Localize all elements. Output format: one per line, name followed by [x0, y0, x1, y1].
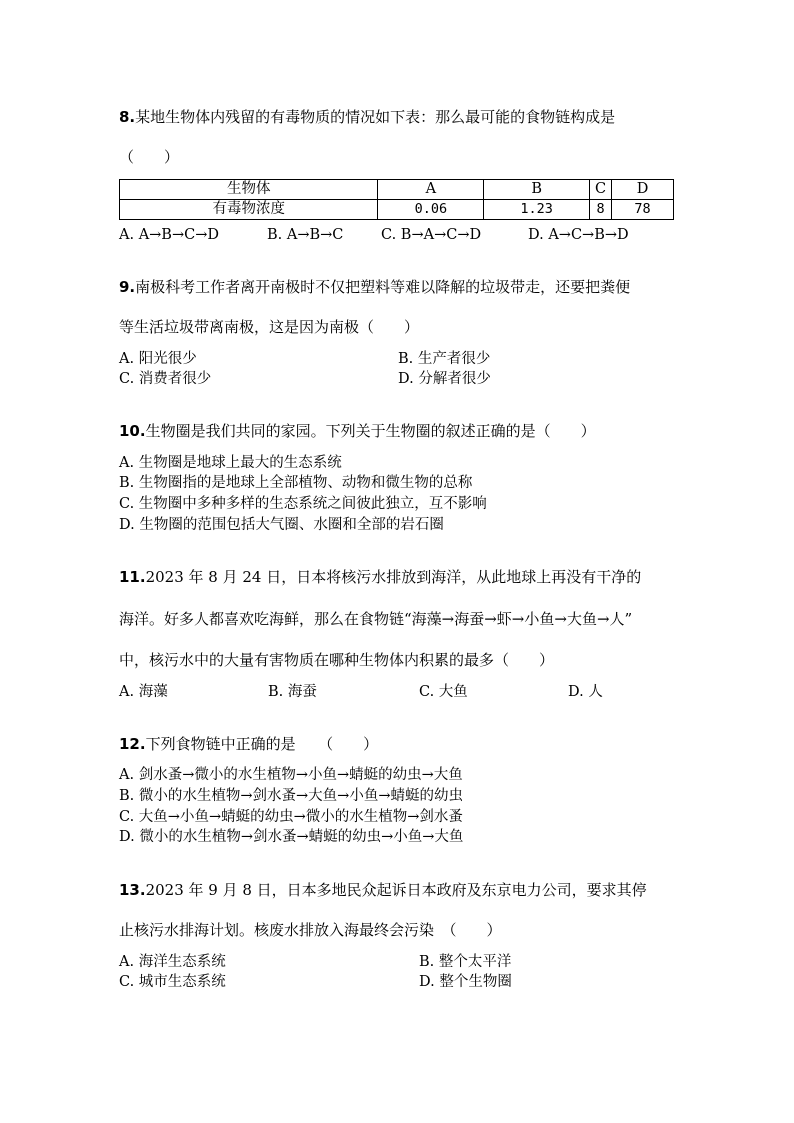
q11-option-a[interactable]: A. 海藻 [119, 684, 168, 700]
table-header-cell: 生物体 [120, 180, 378, 200]
q9-stem [119, 280, 630, 295]
q8-option-d[interactable]: D. A→C→B→D [528, 227, 629, 243]
q10-option-a[interactable]: A. 生物圈是地球上最大的生态系统 [119, 455, 342, 471]
q13-option-c[interactable]: C. 城市生态系统 [119, 974, 226, 990]
q11-text-line1: 2023 年 8 月 24 日，日本将核污水排放到海洋，从此地球上再没有干净的 [145, 568, 642, 586]
table-row [120, 200, 674, 220]
q9-option-c[interactable]: C. 消费者很少 [119, 371, 212, 387]
q9-option-d[interactable]: D. 分解者很少 [398, 371, 491, 387]
table-cell: 1.23 [484, 200, 590, 220]
q8-option-a[interactable]: A. A→B→C→D [119, 227, 219, 243]
q12-option-a[interactable]: A. 剑水蚤→微小的水生植物→小鱼→蜻蜓的幼虫→大鱼 [119, 767, 463, 783]
q12-option-c[interactable]: C. 大鱼→小鱼→蜻蜓的幼虫→微小的水生植物→剑水蚤 [119, 809, 463, 825]
q11-number: 11. [119, 568, 146, 586]
q8-text: 某地生物体内残留的有毒物质的情况如下表：那么最可能的食物链构成是 [135, 108, 616, 126]
q13-number: 13. [119, 881, 146, 899]
q8-answer-bracket: （ ） [119, 148, 180, 166]
table-cell: 78 [612, 200, 674, 220]
q9-number: 9. [119, 278, 136, 296]
q10-option-b[interactable]: B. 生物圈指的是地球上全部植物、动物和微生物的总称 [119, 475, 473, 491]
q8-option-c[interactable]: C. B→A→C→D [381, 227, 482, 243]
q11-option-b[interactable]: B. 海蚕 [268, 684, 317, 700]
q13-stem [119, 883, 647, 898]
q13-option-d[interactable]: D. 整个生物圈 [419, 974, 512, 990]
q11-text-line3: 中，核污水中的大量有害物质在哪种生物体内积累的最多（ ） [119, 651, 555, 669]
q8-number: 8. [119, 108, 136, 126]
q12-number: 12. [119, 735, 146, 753]
q9-text-line2: 等生活垃圾带离南极，这是因为南极（ ） [119, 318, 420, 336]
q10-option-c[interactable]: C. 生物圈中多种多样的生态系统之间彼此独立，互不影响 [119, 496, 487, 512]
q13-option-a[interactable]: A. 海洋生态系统 [119, 954, 226, 970]
table-header-cell: C [590, 180, 612, 200]
q11-stem [119, 570, 641, 585]
table-header-cell: D [612, 180, 674, 200]
q13-text-line1: 2023 年 9 月 8 日，日本多地民众起诉日本政府及东京电力公司，要求其停 [145, 881, 647, 899]
table-header-row [120, 180, 674, 200]
q13-text-line2: 止核污水排海计划。核废水排放入海最终会污染 （ ） [119, 921, 502, 939]
q10-option-d[interactable]: D. 生物圈的范围包括大气圈、水圈和全部的岩石圈 [119, 517, 444, 533]
table-header-cell: A [378, 180, 484, 200]
table-cell: 8 [590, 200, 612, 220]
q12-option-d[interactable]: D. 微小的水生植物→剑水蚤→蜻蜓的幼虫→小鱼→大鱼 [119, 829, 464, 845]
q9-text-line1: 南极科考工作者离开南极时不仅把塑料等难以降解的垃圾带走，还要把粪便 [135, 278, 631, 296]
q10-number: 10. [119, 422, 146, 440]
q10-stem [119, 424, 596, 439]
q11-option-d[interactable]: D. 人 [568, 684, 603, 700]
q11-option-c[interactable]: C. 大鱼 [419, 684, 468, 700]
q10-text: 生物圈是我们共同的家园。下列关于生物圈的叙述正确的是（ ） [145, 422, 596, 440]
q12-stem [119, 737, 378, 752]
q12-text: 下列食物链中正确的是 （ ） [145, 735, 379, 753]
table-header-cell: B [484, 180, 590, 200]
q9-option-a[interactable]: A. 阳光很少 [119, 351, 197, 367]
q8-option-b[interactable]: B. A→B→C [267, 227, 344, 243]
q12-option-b[interactable]: B. 微小的水生植物→剑水蚤→大鱼→小鱼→蜻蜓的幼虫 [119, 788, 463, 804]
table-cell: 有毒物浓度 [120, 200, 378, 220]
q13-option-b[interactable]: B. 整个太平洋 [419, 954, 512, 970]
q11-text-line2: 海洋。好多人都喜欢吃海鲜，那么在食物链“海藻→海蚕→虾→小鱼→大鱼→人” [119, 610, 633, 628]
q8-stem [119, 110, 615, 125]
table-cell: 0.06 [378, 200, 484, 220]
toxin-table [119, 179, 674, 220]
q9-option-b[interactable]: B. 生产者很少 [398, 351, 491, 367]
